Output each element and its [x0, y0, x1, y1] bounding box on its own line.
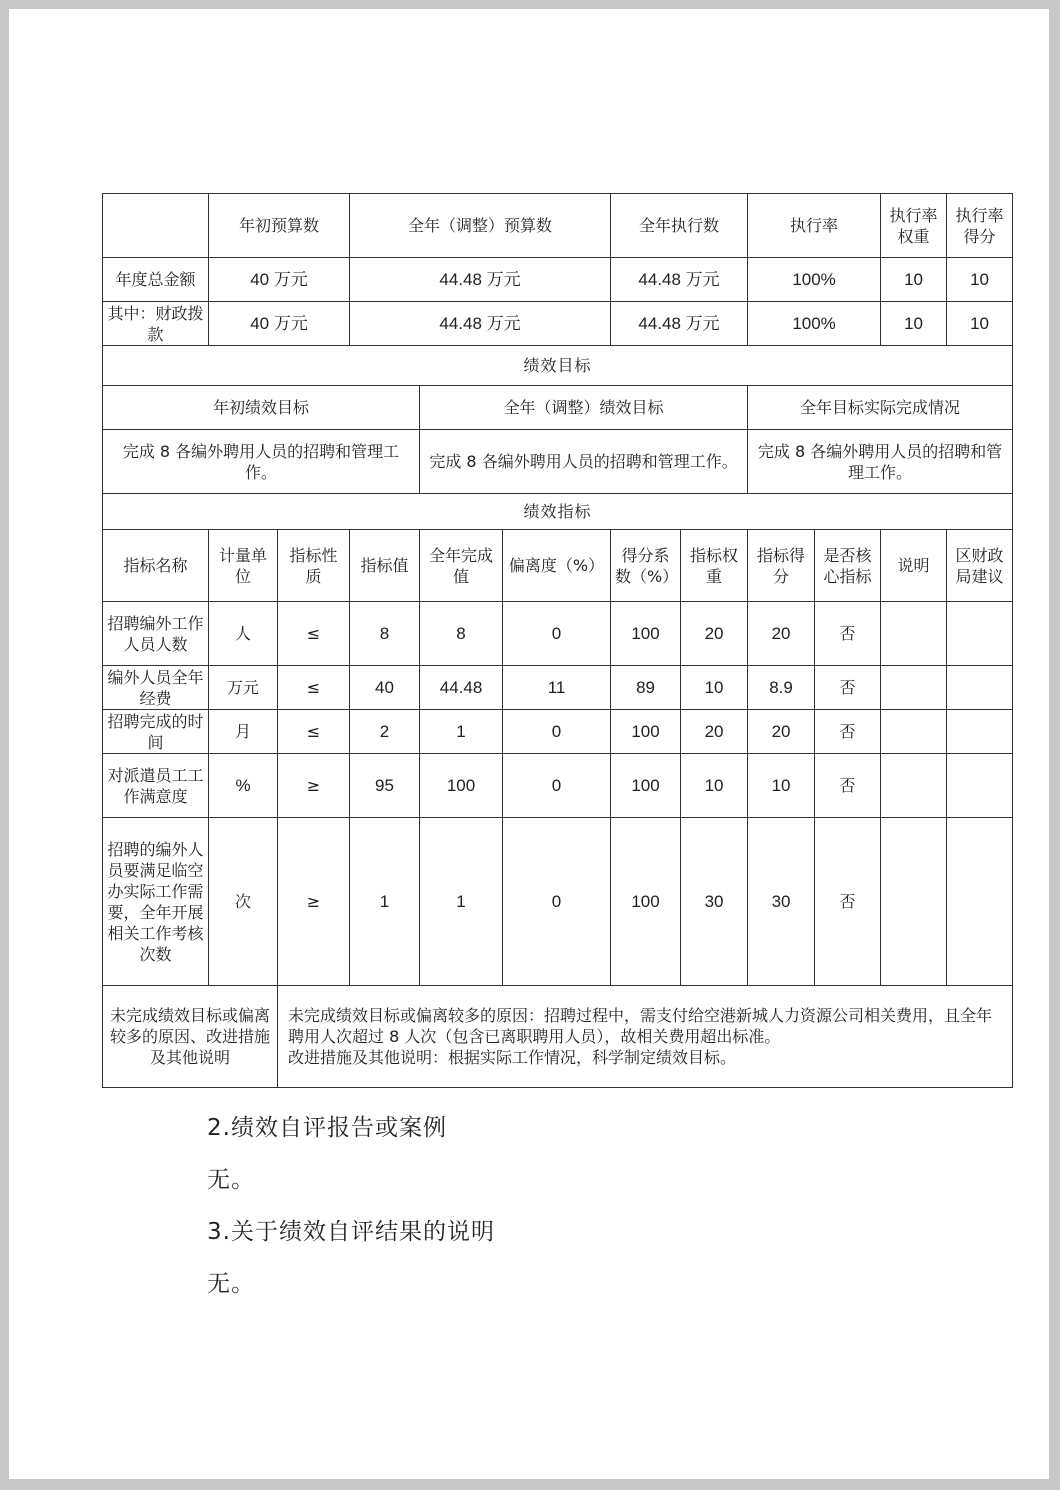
indicator-completed: 8: [420, 602, 503, 666]
indicator-header-nature: 指标性质: [278, 530, 350, 602]
goals-header-actual: 全年目标实际完成情况: [748, 386, 1013, 430]
indicator-deviation: 0: [503, 710, 611, 754]
indicator-header-weight: 指标权重: [681, 530, 748, 602]
budget-header-row: [103, 194, 1013, 258]
indicator-deviation: 0: [503, 818, 611, 986]
notes-label: 未完成绩效目标或偏离较多的原因、改进措施及其他说明: [103, 986, 278, 1088]
budget-header-executed: 全年执行数: [611, 194, 748, 258]
table-row: [103, 710, 1013, 754]
indicator-name: 编外人员全年经费: [103, 666, 209, 710]
performance-table: [102, 193, 1013, 1088]
budget-rate-weight-value: 10: [881, 302, 947, 346]
indicator-score: 8.9: [748, 666, 815, 710]
indicator-header-deviation: 偏离度（%）: [503, 530, 611, 602]
notes-content: [278, 986, 1013, 1088]
indicator-weight: 10: [681, 754, 748, 818]
indicator-unit: 次: [209, 818, 278, 986]
indicator-header-name: 指标名称: [103, 530, 209, 602]
goals-header-row: [103, 386, 1013, 430]
indicator-deviation: 0: [503, 754, 611, 818]
indicator-nature: ≥: [278, 818, 350, 986]
budget-header-rate-score: 执行率得分: [947, 194, 1013, 258]
indicator-target: 8: [350, 602, 420, 666]
goals-section-row: [103, 346, 1013, 386]
budget-initial-value: 40 万元: [209, 302, 350, 346]
indicator-weight: 20: [681, 602, 748, 666]
indicator-unit: 万元: [209, 666, 278, 710]
budget-row-label: 年度总金额: [103, 258, 209, 302]
goals-section-title: 绩效目标: [103, 346, 1013, 386]
indicator-nature: ≤: [278, 666, 350, 710]
goals-initial-text: 完成 8 各编外聘用人员的招聘和管理工作。: [103, 430, 420, 494]
section-heading-self-evaluation-report: 2.绩效自评报告或案例: [207, 1115, 447, 1141]
indicator-coefficient: 100: [611, 754, 681, 818]
goals-header-initial: 年初绩效目标: [103, 386, 420, 430]
indicator-note: [881, 666, 947, 710]
indicator-score: 20: [748, 602, 815, 666]
indicator-note: [881, 710, 947, 754]
indicator-coefficient: 89: [611, 666, 681, 710]
budget-header-rate: 执行率: [748, 194, 881, 258]
indicator-core: 否: [815, 602, 881, 666]
indicator-weight: 30: [681, 818, 748, 986]
indicator-target: 95: [350, 754, 420, 818]
indicator-unit: 月: [209, 710, 278, 754]
indicator-target: 2: [350, 710, 420, 754]
budget-header-empty: [103, 194, 209, 258]
notes-row: [103, 986, 1013, 1088]
indicator-weight: 20: [681, 710, 748, 754]
budget-initial-value: 40 万元: [209, 258, 350, 302]
indicator-completed: 1: [420, 710, 503, 754]
indicator-coefficient: 100: [611, 602, 681, 666]
budget-adjusted-value: 44.48 万元: [350, 302, 611, 346]
indicator-coefficient: 100: [611, 818, 681, 986]
indicator-score: 20: [748, 710, 815, 754]
indicators-section-title: 绩效指标: [103, 494, 1013, 530]
indicator-score: 10: [748, 754, 815, 818]
indicator-unit: %: [209, 754, 278, 818]
indicator-header-core: 是否核心指标: [815, 530, 881, 602]
indicator-nature: ≥: [278, 754, 350, 818]
indicator-header-note: 说明: [881, 530, 947, 602]
indicator-name: 招聘的编外人员要满足临空办实际工作需要，全年开展相关工作考核次数: [103, 818, 209, 986]
budget-adjusted-value: 44.48 万元: [350, 258, 611, 302]
goals-value-row: [103, 430, 1013, 494]
indicator-deviation: 11: [503, 666, 611, 710]
indicator-note: [881, 602, 947, 666]
indicator-completed: 1: [420, 818, 503, 986]
table-row: [103, 602, 1013, 666]
indicator-header-unit: 计量单位: [209, 530, 278, 602]
indicator-header-score: 指标得分: [748, 530, 815, 602]
notes-improvement-text: 改进措施及其他说明：根据实际工作情况，科学制定绩效目标。: [288, 1048, 737, 1067]
indicator-header-completed: 全年完成值: [420, 530, 503, 602]
notes-reason-text: 未完成绩效目标或偏离较多的原因：招聘过程中，需支付给空港新城人力资源公司相关费用，且全年聘用人次超过 8 人次（包含已离职聘用人员），故相关费用超出标准。: [288, 1006, 993, 1046]
goals-header-adjusted: 全年（调整）绩效目标: [420, 386, 748, 430]
indicator-suggestion: [947, 818, 1013, 986]
indicator-name: 对派遣员工工作满意度: [103, 754, 209, 818]
indicator-deviation: 0: [503, 602, 611, 666]
indicator-suggestion: [947, 754, 1013, 818]
indicator-suggestion: [947, 666, 1013, 710]
indicator-nature: ≤: [278, 602, 350, 666]
indicator-coefficient: 100: [611, 710, 681, 754]
self-evaluation-report-text: 无。: [207, 1167, 255, 1193]
indicator-core: 否: [815, 754, 881, 818]
indicator-completed: 100: [420, 754, 503, 818]
indicator-core: 否: [815, 666, 881, 710]
budget-executed-value: 44.48 万元: [611, 258, 748, 302]
indicator-weight: 10: [681, 666, 748, 710]
indicator-core: 否: [815, 710, 881, 754]
indicator-target: 1: [350, 818, 420, 986]
indicator-header-suggestion: 区财政局建议: [947, 530, 1013, 602]
indicator-header-coefficient: 得分系数（%）: [611, 530, 681, 602]
indicator-name: 招聘编外工作人员人数: [103, 602, 209, 666]
indicator-target: 40: [350, 666, 420, 710]
table-row: [103, 818, 1013, 986]
indicator-score: 30: [748, 818, 815, 986]
budget-rate-value: 100%: [748, 302, 881, 346]
goals-adjusted-text: 完成 8 各编外聘用人员的招聘和管理工作。: [420, 430, 748, 494]
indicators-section-row: [103, 494, 1013, 530]
result-explanation-text: 无。: [207, 1271, 255, 1297]
table-row: [103, 666, 1013, 710]
indicator-note: [881, 818, 947, 986]
budget-rate-score-value: 10: [947, 258, 1013, 302]
indicator-header-target: 指标值: [350, 530, 420, 602]
indicator-core: 否: [815, 818, 881, 986]
document-page: [9, 9, 1049, 1479]
budget-rate-value: 100%: [748, 258, 881, 302]
budget-executed-value: 44.48 万元: [611, 302, 748, 346]
budget-row-fiscal: [103, 302, 1013, 346]
budget-rate-score-value: 10: [947, 302, 1013, 346]
indicator-suggestion: [947, 602, 1013, 666]
budget-header-rate-weight: 执行率权重: [881, 194, 947, 258]
indicator-unit: 人: [209, 602, 278, 666]
indicator-nature: ≤: [278, 710, 350, 754]
budget-header-adjusted: 全年（调整）预算数: [350, 194, 611, 258]
budget-rate-weight-value: 10: [881, 258, 947, 302]
section-heading-result-explanation: 3.关于绩效自评结果的说明: [207, 1219, 495, 1245]
indicator-suggestion: [947, 710, 1013, 754]
budget-row-label: 其中：财政拨款: [103, 302, 209, 346]
indicators-header-row: [103, 530, 1013, 602]
table-row: [103, 754, 1013, 818]
goals-actual-text: 完成 8 各编外聘用人员的招聘和管理工作。: [748, 430, 1013, 494]
indicator-completed: 44.48: [420, 666, 503, 710]
indicator-note: [881, 754, 947, 818]
budget-header-initial: 年初预算数: [209, 194, 350, 258]
budget-row-total: [103, 258, 1013, 302]
indicator-name: 招聘完成的时间: [103, 710, 209, 754]
